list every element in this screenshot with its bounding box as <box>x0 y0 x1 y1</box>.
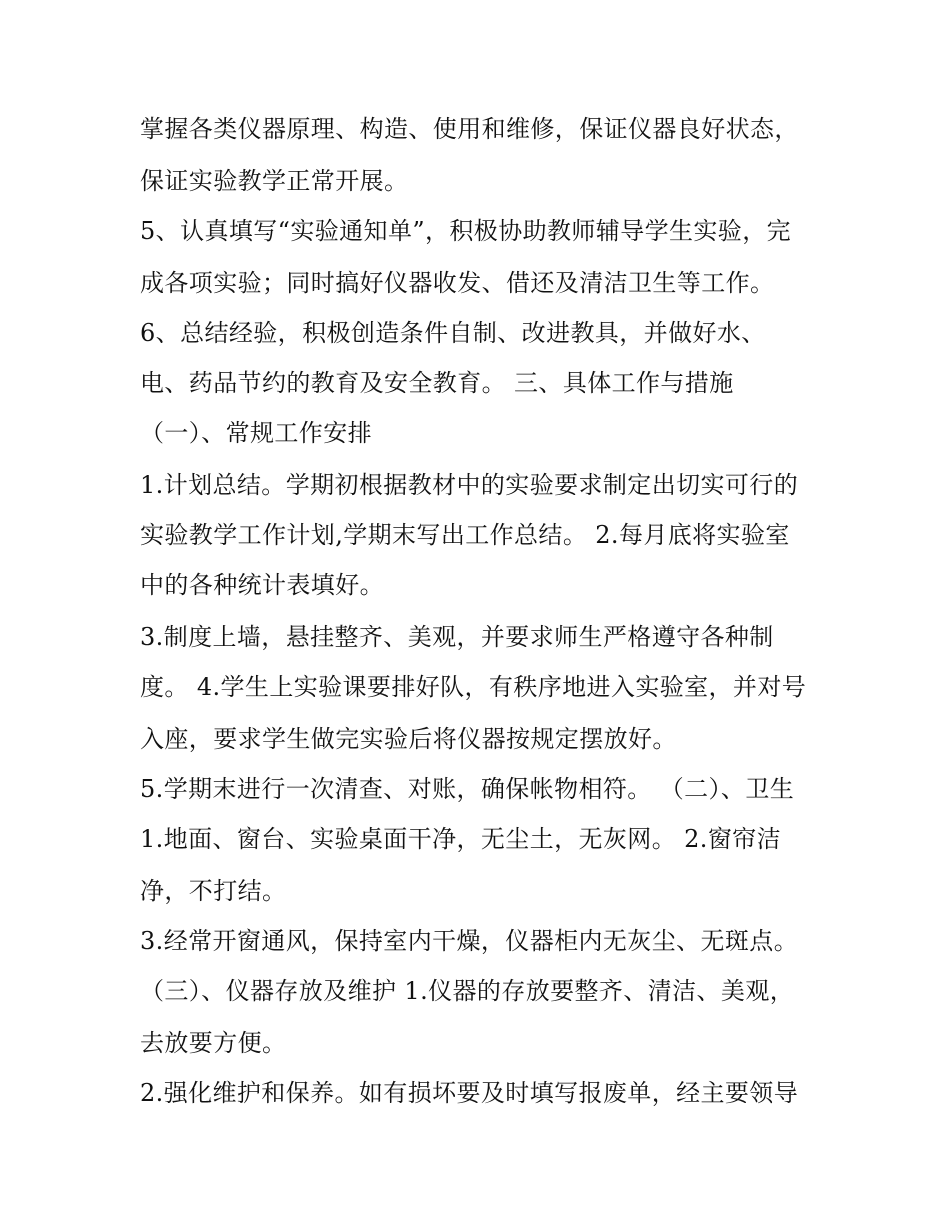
text-line: 1.计划总结。学期初根据教材中的实验要求制定出切实可行的 <box>140 471 799 499</box>
text-line: 3.制度上墙，悬挂整齐、美观，并要求师生严格遵守各种制 <box>140 623 774 651</box>
text-line: 中的各种统计表填好。 <box>140 571 384 599</box>
text-line: 1.地面、窗台、实验桌面干净，无尘土，无灰网。 2.窗帘洁 <box>140 825 782 853</box>
text-line: 度。 4.学生上实验课要排好队，有秩序地进入实验室，并对号 <box>140 673 807 701</box>
text-line: （一）、常规工作安排 <box>140 419 372 447</box>
text-line: （三）、仪器存放及维护 1.仪器的存放要整齐、清洁、美观， <box>140 977 795 1005</box>
text-line: 3.经常开窗通风，保持室内干燥，仪器柜内无灰尘、无斑点。 <box>140 927 799 955</box>
text-line: 净，不打结。 <box>140 877 287 905</box>
text-line: 电、药品节约的教育及安全教育。 三、具体工作与措施 <box>140 369 734 397</box>
text-line: 实验教学工作计划,学期末写出工作总结。 2.每月底将实验室 <box>140 521 790 549</box>
text-line: 2.强化维护和保养。如有损坏要及时填写报废单，经主要领导 <box>140 1079 799 1107</box>
text-line: 6、总结经验，积极创造条件自制、改进教具，并做好水、 <box>140 319 766 347</box>
text-line: 入座，要求学生做完实验后将仪器按规定摆放好。 <box>140 725 677 753</box>
text-line: 保证实验教学正常开展。 <box>140 167 409 195</box>
text-line: 5、认真填写“实验通知单”，积极协助教师辅导学生实验，完 <box>140 217 792 245</box>
text-line: 掌握各类仪器原理、构造、使用和维修，保证仪器良好状态， <box>140 115 799 143</box>
text-line: 成各项实验；同时搞好仪器收发、借还及清洁卫生等工作。 <box>140 269 775 297</box>
text-line: 5.学期末进行一次清查、对账，确保帐物相符。 （二）、卫生 <box>140 775 795 803</box>
text-line: 去放要方便。 <box>140 1029 287 1057</box>
